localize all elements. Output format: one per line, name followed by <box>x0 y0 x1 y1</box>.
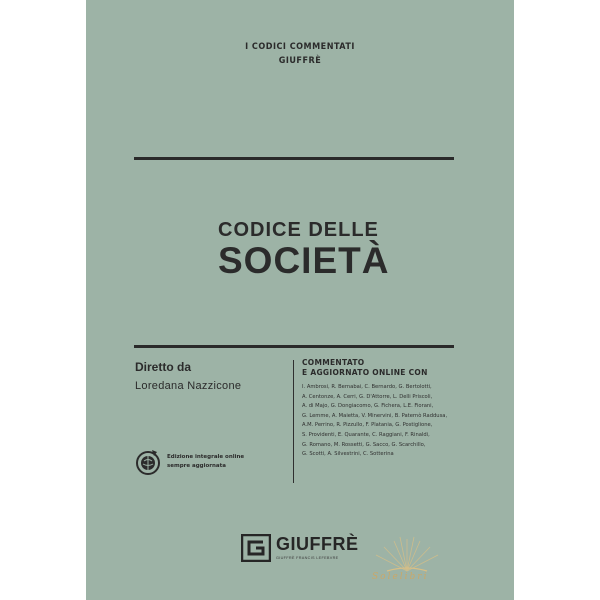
title-line2: SOCIETÀ <box>218 240 390 281</box>
title-line1: CODICE DELLE <box>218 219 379 241</box>
authors-line: S. Providenti, E. Quarante, C. Raggiani, F. Rinaldi, <box>302 431 430 438</box>
authors-line: A. Centonze, A. Cerri, G. D'Attorre, L. Delli Priscoli, <box>302 393 433 400</box>
authors-line: A.M. Perrino, R. Pizzullo, F. Platania, G. Postiglione, <box>302 422 433 429</box>
column-divider <box>293 360 294 483</box>
editor-name: Loredana Nazzicone <box>135 380 242 392</box>
sun-watermark-icon <box>362 533 452 593</box>
authors-line: G. Scotti, A. Silvestrini, C. Sotterina <box>302 451 394 458</box>
online-line1: Edizione integrale online <box>167 454 245 460</box>
commented-line2: E AGGIORNATO ONLINE CON <box>302 368 428 377</box>
commented-heading <box>302 358 428 378</box>
series-publisher: GIUFFRÈ <box>278 56 322 66</box>
series-name: I CODICI COMMENTATI <box>245 42 355 52</box>
online-line2: sempre aggiornata <box>167 463 226 469</box>
authors-line: I. Ambrosi, R. Bernabai, C. Bernardo, G. Bertolotti, <box>302 384 432 390</box>
publisher-name: GIUFFRÈ <box>276 534 359 554</box>
authors-list <box>302 383 462 460</box>
middle-rule <box>134 345 454 348</box>
online-edition-icon <box>134 448 162 476</box>
publisher-subtitle: GIUFFRÈ FRANCIS LEFEBVRE <box>276 556 339 560</box>
top-rule <box>134 157 454 160</box>
authors-line: G. Romano, M. Rossetti, G. Sacco, G. Scarchillo, <box>302 441 426 448</box>
online-edition-text <box>167 453 244 471</box>
editor-label: Diretto da <box>135 360 192 374</box>
book-cover <box>86 0 514 600</box>
publisher-logo-icon <box>241 534 271 562</box>
authors-line: G. Lemme, A. Maietta, V. Minervini, B. Paternò Raddusa, <box>302 412 448 419</box>
commented-line1: COMMENTATO <box>302 358 365 367</box>
authors-line: A. di Majo, G. Dongiacomo, G. Fichera, L.E. Fiorani, <box>302 403 434 410</box>
watermark-text: Solelibri <box>372 572 429 582</box>
